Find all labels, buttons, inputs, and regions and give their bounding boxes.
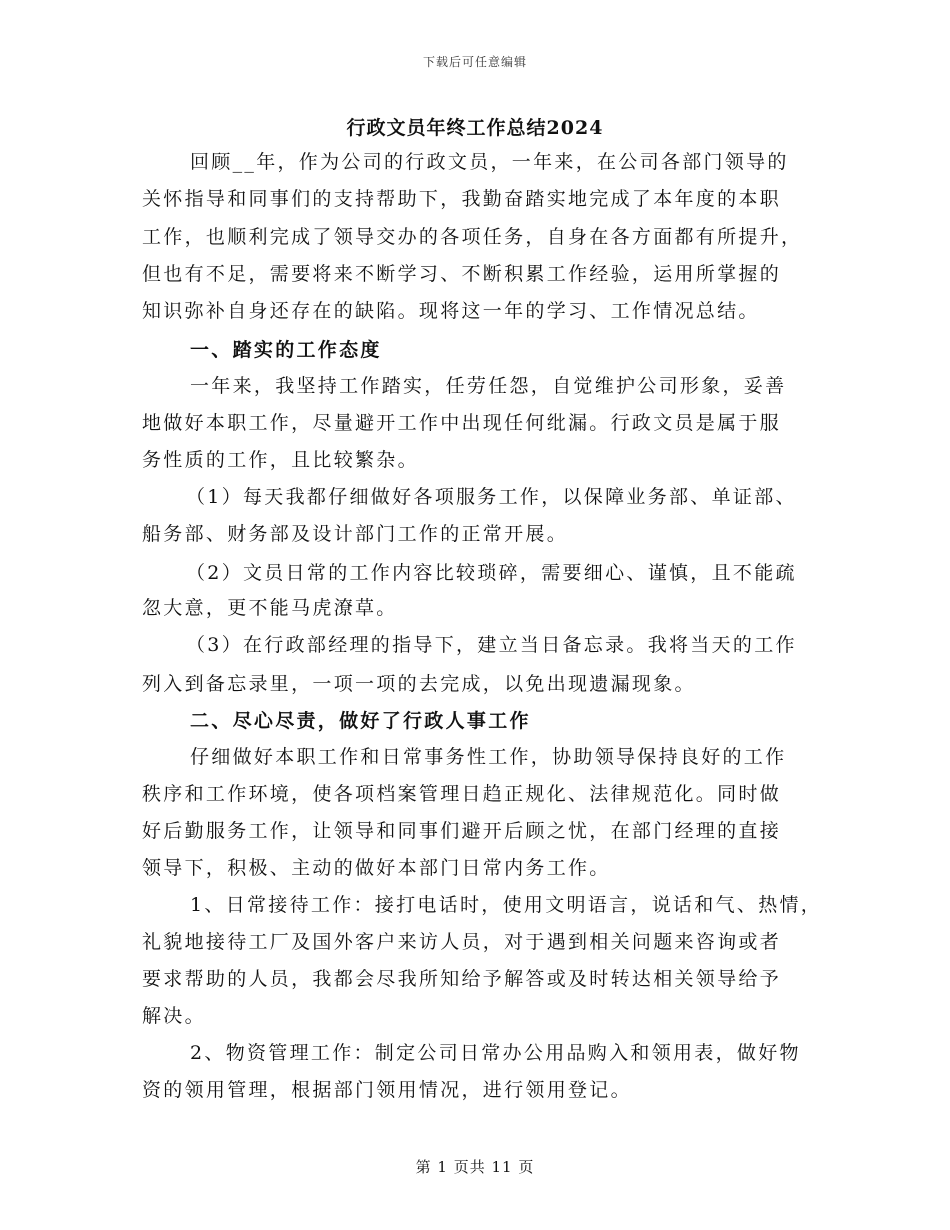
section-heading: 一、踏实的工作态度: [190, 339, 382, 361]
body-line: 船务部、财务部及设计部门工作的正常开展。: [142, 523, 569, 545]
header-note: 下载后可任意编辑: [422, 55, 527, 69]
body-line: 领导下，积极、主动的做好本部门日常内务工作。: [142, 857, 611, 879]
body-line: 一年来，我坚持工作踏实，任劳任怨，自觉维护公司形象，妥善: [190, 375, 787, 397]
body-line: 1、日常接待工作：接打电话时，使用文明语言，说话和气、热情，: [190, 894, 823, 916]
body-line: 地做好本职工作，尽量避开工作中出现任何纰漏。行政文员是属于服: [142, 412, 782, 434]
body-line: 仔细做好本职工作和日常事务性工作，协助领导保持良好的工作: [190, 746, 787, 768]
body-line: 知识弥补自身还存在的缺陷。现将这一年的学习、工作情况总结。: [142, 300, 760, 322]
body-line: 2、物资管理工作：制定公司日常办公用品购入和领用表，做好物: [190, 1042, 801, 1064]
body-line: 忽大意，更不能马虎潦草。: [142, 597, 398, 619]
document-title: 行政文员年终工作总结2024: [346, 117, 604, 139]
page-number-footer: 第 1 页共 11 页: [415, 1158, 535, 1176]
body-line: 但也有不足，需要将来不断学习、不断积累工作经验，运用所掌握的: [142, 263, 782, 285]
body-line: 好后勤服务工作，让领导和同事们避开后顾之忧，在部门经理的直接: [142, 820, 782, 842]
body-line: 务性质的工作，且比较繁杂。: [142, 449, 419, 471]
body-line: 礼貌地接待工厂及国外客户来访人员，对于遇到相关问题来咨询或者: [142, 931, 782, 953]
body-line: 要求帮助的人员，我都会尽我所知给予解答或及时转达相关领导给予: [142, 968, 782, 990]
body-line: 解决。: [142, 1005, 206, 1027]
section-heading: 二、尽心尽责，做好了行政人事工作: [190, 710, 531, 732]
body-line: （2）文员日常的工作内容比较琐碎，需要细心、谨慎，且不能疏: [186, 562, 797, 584]
body-line: 资的领用管理，根据部门领用情况，进行领用登记。: [142, 1079, 632, 1101]
body-line: 回顾__年，作为公司的行政文员，一年来，在公司各部门领导的: [190, 151, 789, 173]
body-line: （3）在行政部经理的指导下，建立当日备忘录。我将当天的工作: [186, 634, 797, 656]
body-line: 工作，也顺利完成了领导交办的各项任务，自身在各方面都有所提升，: [142, 226, 803, 248]
body-line: 关怀指导和同事们的支持帮助下，我勤奋踏实地完成了本年度的本职: [142, 188, 782, 210]
body-line: （1）每天我都仔细做好各项服务工作，以保障业务部、单证部、: [186, 486, 797, 508]
body-line: 列入到备忘录里，一项一项的去完成，以免出现遗漏现象。: [142, 673, 696, 695]
body-line: 秩序和工作环境，使各项档案管理日趋正规化、法律规范化。同时做: [142, 783, 782, 805]
